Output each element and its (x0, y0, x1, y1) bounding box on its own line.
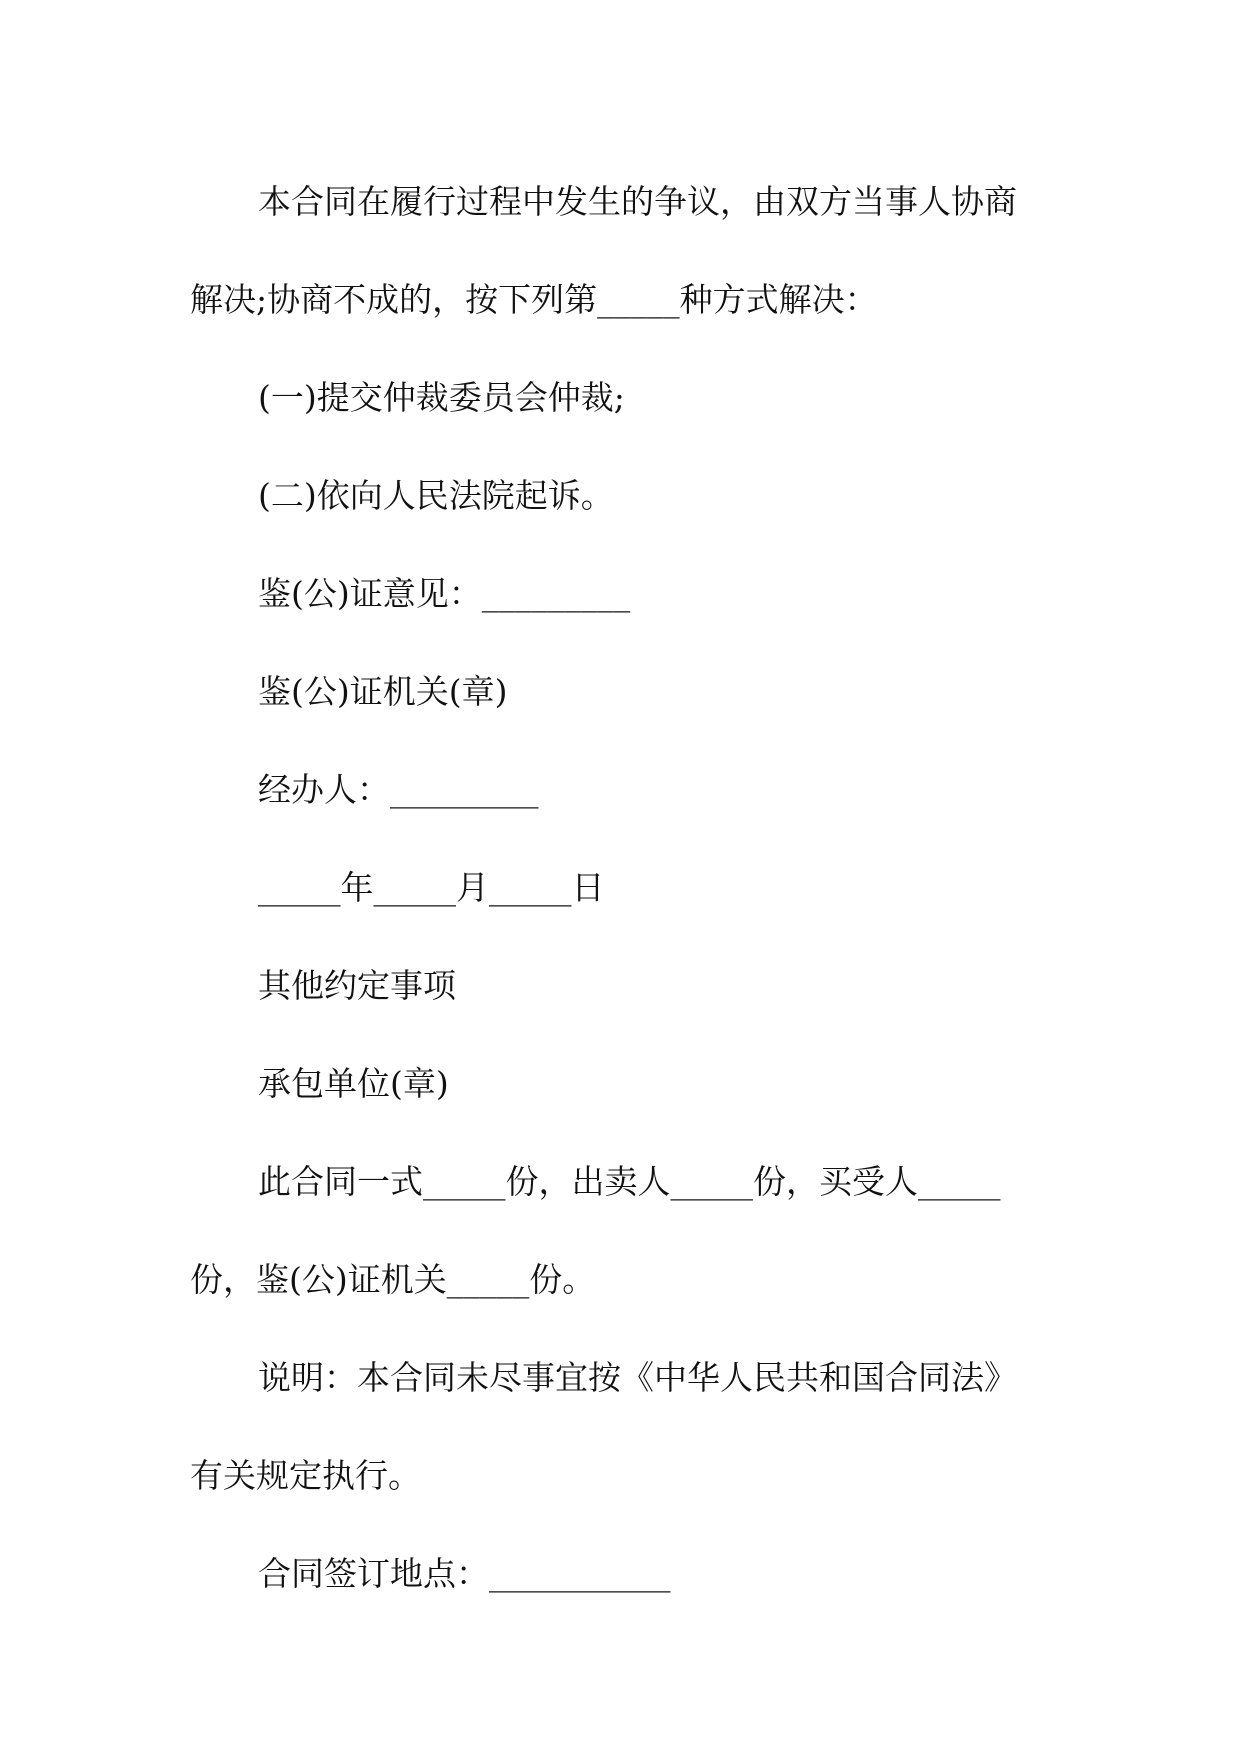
copies-line-2: 份，鉴(公)证机关_____份。 (190, 1260, 596, 1299)
notary-opinion: 鉴(公)证意见：_________ (258, 574, 631, 613)
note-line-2: 有关规定执行。 (190, 1456, 421, 1495)
notary-office-seal: 鉴(公)证机关(章) (258, 672, 508, 711)
paragraph-dispute-line-1: 本合同在履行过程中发生的争议，由双方当事人协商 (258, 182, 1017, 221)
option-arbitration: (一)提交仲裁委员会仲裁; (258, 378, 625, 417)
signing-place-field: 合同签订地点：___________ (258, 1554, 671, 1593)
contractor-seal: 承包单位(章) (258, 1064, 449, 1103)
other-matters-heading: 其他约定事项 (258, 966, 456, 1005)
copies-line-1: 此合同一式_____份，出卖人_____份，买受人_____ (258, 1162, 1001, 1201)
note-line-1: 说明：本合同未尽事宜按《中华人民共和国合同法》 (258, 1358, 1017, 1397)
date-field: _____年_____月_____日 (258, 868, 605, 907)
paragraph-dispute-line-2: 解决;协商不成的，按下列第_____种方式解决： (190, 280, 878, 319)
handler-field: 经办人：_________ (258, 770, 539, 809)
option-lawsuit: (二)依向人民法院起诉。 (258, 476, 614, 515)
